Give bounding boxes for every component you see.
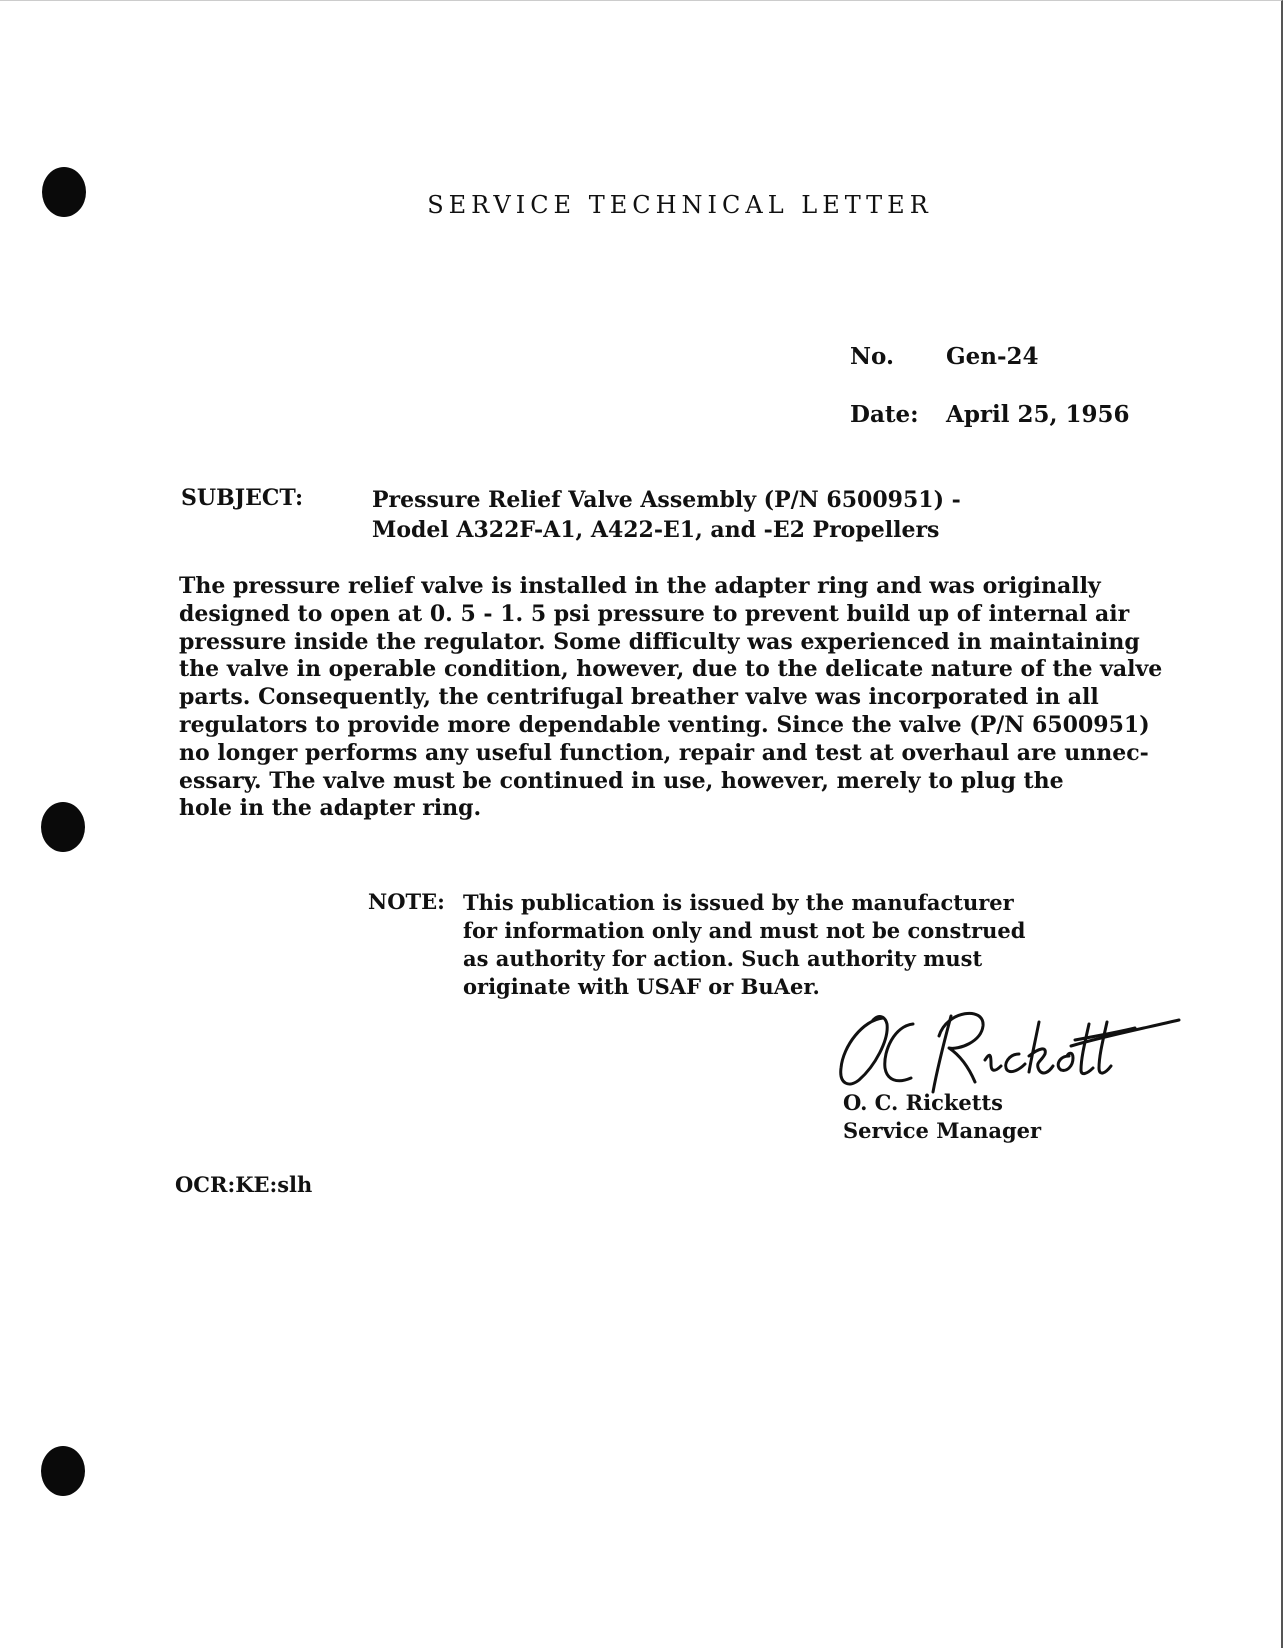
body-line: parts. Consequently, the centrifugal breather valve was incorporated in all xyxy=(179,684,1099,711)
body-paragraph xyxy=(179,573,1162,823)
body-line: the valve in operable condition, however, due to the delicate nature of the valve xyxy=(179,656,1163,683)
reference-initials: OCR:KE:slh xyxy=(175,1172,313,1197)
note-text xyxy=(463,889,1025,1001)
note-label: NOTE: xyxy=(368,889,445,914)
note-line: for information only and must not be construed xyxy=(463,918,1026,943)
subject-text xyxy=(372,485,961,545)
number-label: No. xyxy=(850,343,894,370)
note-line: This publication is issued by the manufacturer xyxy=(463,890,1014,915)
signer-title: Service Manager xyxy=(843,1118,1042,1143)
punch-hole-bottom xyxy=(41,1446,85,1496)
body-line: hole in the adapter ring. xyxy=(179,795,482,822)
note-line: as authority for action. Such authority must xyxy=(463,946,983,971)
number-value: Gen-24 xyxy=(946,343,1039,370)
signer-name: O. C. Ricketts xyxy=(843,1090,1004,1115)
body-line: regulators to provide more dependable venting. Since the valve (P/N 6500951) xyxy=(179,711,1150,738)
letter-title: SERVICE TECHNICAL LETTER xyxy=(427,191,933,219)
date-label: Date: xyxy=(850,401,919,428)
subject-label: SUBJECT: xyxy=(181,485,304,511)
subject-line: Model A322F-A1, A422-E1, and -E2 Propellers xyxy=(372,517,940,543)
body-line: designed to open at 0. 5 - 1. 5 psi pressure to prevent build up of internal air xyxy=(179,600,1130,627)
note-line: originate with USAF or BuAer. xyxy=(463,974,820,999)
signer-block xyxy=(843,1089,1041,1145)
body-line: no longer performs any useful function, repair and test at overhaul are unnec- xyxy=(179,739,1149,766)
body-line: pressure inside the regulator. Some difficulty was experienced in maintaining xyxy=(179,628,1140,655)
body-line: The pressure relief valve is installed in the adapter ring and was originally xyxy=(179,573,1101,599)
body-line: essary. The valve must be continued in use, however, merely to plug the xyxy=(179,767,1064,794)
date-value: April 25, 1956 xyxy=(946,401,1130,428)
handwritten-signature xyxy=(835,1006,1185,1096)
punch-hole-middle xyxy=(41,802,85,852)
subject-line: Pressure Relief Valve Assembly (P/N 6500951) - xyxy=(372,487,961,513)
